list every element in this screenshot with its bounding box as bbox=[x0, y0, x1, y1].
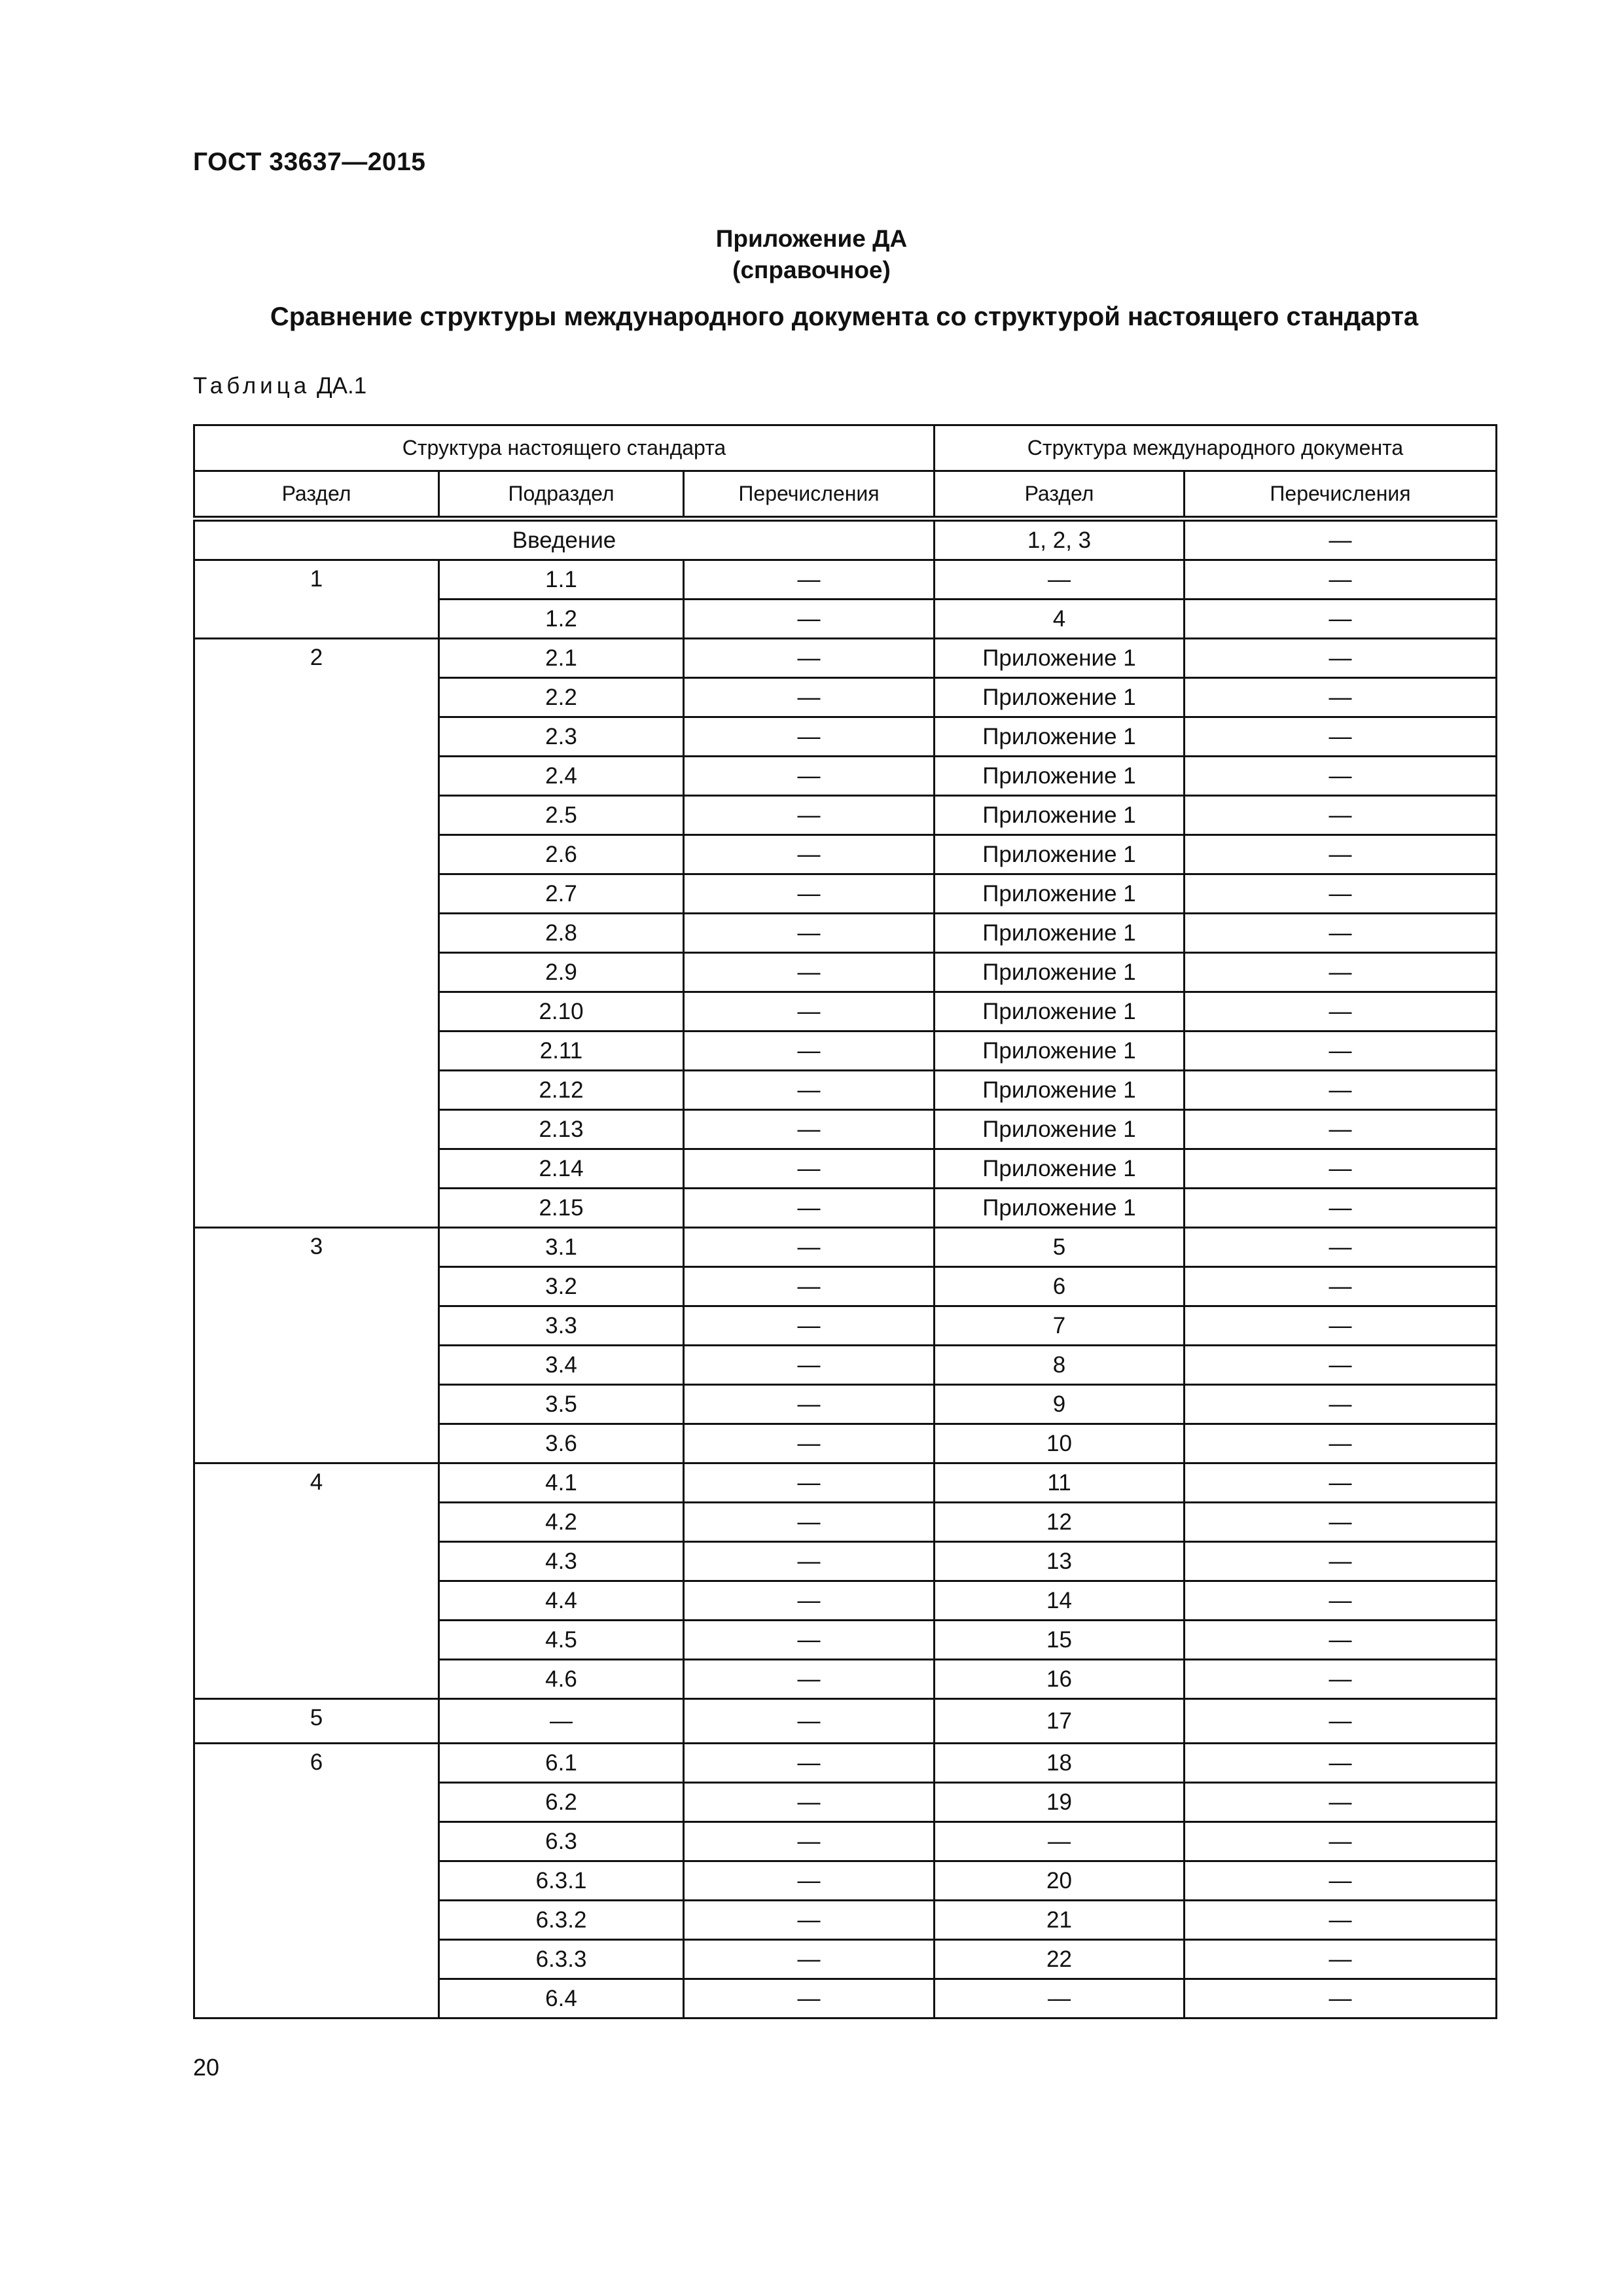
intl-enumeration-cell: — bbox=[1185, 1699, 1497, 1744]
subsection-cell: 4.3 bbox=[439, 1542, 684, 1581]
enumeration-cell: — bbox=[684, 1189, 935, 1228]
intl-section-cell: Приложение 1 bbox=[935, 914, 1185, 953]
subsection-cell: 2.14 bbox=[439, 1149, 684, 1189]
subsection-cell: 2.5 bbox=[439, 796, 684, 835]
enumeration-cell: — bbox=[684, 874, 935, 914]
intl-enumeration-cell: — bbox=[1185, 1346, 1497, 1385]
intl-enumeration-cell: — bbox=[1185, 1463, 1497, 1503]
enumeration-cell: — bbox=[684, 1424, 935, 1463]
intl-section-cell: — bbox=[935, 560, 1185, 600]
enumeration-cell: — bbox=[684, 1463, 935, 1503]
intl-enumeration-cell: — bbox=[1185, 1031, 1497, 1071]
subsection-cell: 2.2 bbox=[439, 678, 684, 717]
enumeration-cell: — bbox=[684, 796, 935, 835]
intl-section-cell: Приложение 1 bbox=[935, 992, 1185, 1031]
enumeration-cell: — bbox=[684, 1621, 935, 1660]
subsection-cell: 2.12 bbox=[439, 1071, 684, 1110]
column-header-subsection: Подраздел bbox=[439, 471, 684, 519]
group-header-row bbox=[194, 425, 1497, 471]
intl-enumeration-cell: — bbox=[1185, 1744, 1497, 1783]
intl-enumeration-cell: — bbox=[1185, 1385, 1497, 1424]
enumeration-cell: — bbox=[684, 717, 935, 757]
table-caption bbox=[193, 373, 366, 399]
subsection-cell: 2.13 bbox=[439, 1110, 684, 1149]
intl-section-cell: 4 bbox=[935, 600, 1185, 639]
subsection-cell: 4.5 bbox=[439, 1621, 684, 1660]
group-header-international: Структура международного документа bbox=[935, 425, 1497, 471]
group-header-national: Структура настоящего стандарта bbox=[194, 425, 935, 471]
enumeration-cell: — bbox=[684, 678, 935, 717]
enumeration-cell: — bbox=[684, 1149, 935, 1189]
subsection-cell: 6.3.2 bbox=[439, 1901, 684, 1940]
subsection-cell: 4.2 bbox=[439, 1503, 684, 1542]
subsection-cell: 2.15 bbox=[439, 1189, 684, 1228]
intl-enumeration-cell: — bbox=[1185, 1149, 1497, 1189]
subsection-cell: 6.3 bbox=[439, 1822, 684, 1861]
intl-section-cell: Приложение 1 bbox=[935, 953, 1185, 992]
intl-section-cell: 15 bbox=[935, 1621, 1185, 1660]
subsection-cell: 2.7 bbox=[439, 874, 684, 914]
enumeration-cell: — bbox=[684, 1744, 935, 1783]
table-row bbox=[194, 1463, 1497, 1503]
subsection-cell: 3.2 bbox=[439, 1267, 684, 1306]
enumeration-cell: — bbox=[684, 757, 935, 796]
intl-enumeration-cell: — bbox=[1185, 992, 1497, 1031]
enumeration-cell: — bbox=[684, 1503, 935, 1542]
intl-section-cell: Приложение 1 bbox=[935, 1071, 1185, 1110]
intl-enumeration-cell: — bbox=[1185, 1621, 1497, 1660]
enumeration-cell: — bbox=[684, 953, 935, 992]
intl-enumeration-cell: — bbox=[1185, 1267, 1497, 1306]
intl-section-cell: 12 bbox=[935, 1503, 1185, 1542]
intl-enumeration-cell: — bbox=[1185, 1783, 1497, 1822]
subsection-cell: 2.6 bbox=[439, 835, 684, 874]
intl-section-cell: 10 bbox=[935, 1424, 1185, 1463]
intl-section-cell: 8 bbox=[935, 1346, 1185, 1385]
section-number-cell: 4 bbox=[194, 1463, 439, 1699]
enumeration-cell: — bbox=[684, 1346, 935, 1385]
table-row bbox=[194, 639, 1497, 678]
intl-enumeration-cell: — bbox=[1185, 1071, 1497, 1110]
subsection-cell: 6.3.1 bbox=[439, 1861, 684, 1901]
table-row bbox=[194, 560, 1497, 600]
enumeration-cell: — bbox=[684, 1071, 935, 1110]
intl-enumeration-cell: — bbox=[1185, 1228, 1497, 1267]
intl-enumeration-cell: — bbox=[1185, 1861, 1497, 1901]
intl-enumeration-cell: — bbox=[1185, 1542, 1497, 1581]
enumeration-cell: — bbox=[684, 1940, 935, 1979]
intl-enumeration-cell: — bbox=[1185, 678, 1497, 717]
column-header-intl-section: Раздел bbox=[935, 471, 1185, 519]
intl-enumeration-cell: — bbox=[1185, 1940, 1497, 1979]
subsection-cell: 3.6 bbox=[439, 1424, 684, 1463]
subsection-cell: 2.10 bbox=[439, 992, 684, 1031]
intl-section-cell: — bbox=[935, 1822, 1185, 1861]
intl-enumeration-cell: — bbox=[1185, 953, 1497, 992]
enumeration-cell: — bbox=[684, 1699, 935, 1744]
intl-section-cell: Приложение 1 bbox=[935, 678, 1185, 717]
intl-enumeration-cell: — bbox=[1185, 1581, 1497, 1621]
section-number-cell: 2 bbox=[194, 639, 439, 1228]
table-caption-prefix: Таблица bbox=[193, 373, 311, 399]
column-header-intl-enumerations: Перечисления bbox=[1185, 471, 1497, 519]
annex-type: (справочное) bbox=[732, 257, 891, 283]
intl-section-cell: Приложение 1 bbox=[935, 1031, 1185, 1071]
intl-section-cell: 18 bbox=[935, 1744, 1185, 1783]
enumeration-cell: — bbox=[684, 1267, 935, 1306]
intl-enumeration-cell: — bbox=[1185, 600, 1497, 639]
intl-section-cell: 22 bbox=[935, 1940, 1185, 1979]
intl-enumeration-cell: — bbox=[1185, 1424, 1497, 1463]
enumeration-cell: — bbox=[684, 1031, 935, 1071]
enumeration-cell: — bbox=[684, 1385, 935, 1424]
enumeration-cell: — bbox=[684, 1110, 935, 1149]
intl-enumeration-cell: — bbox=[1185, 1660, 1497, 1699]
intl-enumeration-cell: — bbox=[1185, 1503, 1497, 1542]
column-header-enumerations: Перечисления bbox=[684, 471, 935, 519]
intl-section-cell: Приложение 1 bbox=[935, 1149, 1185, 1189]
subsection-cell: 2.9 bbox=[439, 953, 684, 992]
enumeration-cell: — bbox=[684, 1901, 935, 1940]
section-number-cell: 3 bbox=[194, 1228, 439, 1463]
enumeration-cell: — bbox=[684, 600, 935, 639]
table-caption-number: ДА.1 bbox=[316, 373, 367, 399]
annex-title: Приложение ДА bbox=[715, 225, 908, 252]
table-row bbox=[194, 1744, 1497, 1783]
page-number: 20 bbox=[193, 2054, 220, 2081]
subsection-cell: 4.6 bbox=[439, 1660, 684, 1699]
table-row bbox=[194, 1699, 1497, 1744]
intl-enumeration-cell: — bbox=[1185, 1979, 1497, 2018]
intl-section-cell: Приложение 1 bbox=[935, 874, 1185, 914]
intl-enumeration-cell: — bbox=[1185, 796, 1497, 835]
subsection-cell: 6.4 bbox=[439, 1979, 684, 2018]
intl-enumeration-cell: — bbox=[1185, 757, 1497, 796]
intl-section-cell: 19 bbox=[935, 1783, 1185, 1822]
intl-enumeration-cell: — bbox=[1185, 835, 1497, 874]
intl-section-cell: 13 bbox=[935, 1542, 1185, 1581]
subsection-cell: 2.11 bbox=[439, 1031, 684, 1071]
subsection-cell: 1.2 bbox=[439, 600, 684, 639]
enumeration-cell: — bbox=[684, 1581, 935, 1621]
intl-enumeration-cell: — bbox=[1185, 1189, 1497, 1228]
intl-section-cell: 9 bbox=[935, 1385, 1185, 1424]
intl-section-cell: 6 bbox=[935, 1267, 1185, 1306]
enumeration-cell: — bbox=[684, 914, 935, 953]
column-header-row bbox=[194, 471, 1497, 519]
enumeration-cell: — bbox=[684, 1660, 935, 1699]
enumeration-cell: — bbox=[684, 992, 935, 1031]
subsection-cell: 6.1 bbox=[439, 1744, 684, 1783]
section-number-cell: 1 bbox=[194, 560, 439, 639]
enumeration-cell: — bbox=[684, 1783, 935, 1822]
enumeration-cell: — bbox=[684, 560, 935, 600]
intl-section-cell: 7 bbox=[935, 1306, 1185, 1346]
intl-section-cell: 17 bbox=[935, 1699, 1185, 1744]
intl-enumeration-cell: — bbox=[1185, 1822, 1497, 1861]
subsection-cell: 3.4 bbox=[439, 1346, 684, 1385]
subsection-cell: 2.1 bbox=[439, 639, 684, 678]
subsection-cell: 2.4 bbox=[439, 757, 684, 796]
section-title: Сравнение структуры международного документа со структурой настоящего стандарта bbox=[270, 302, 1419, 331]
intl-enumeration-cell: — bbox=[1185, 717, 1497, 757]
subsection-cell: 6.2 bbox=[439, 1783, 684, 1822]
intl-section-cell: Приложение 1 bbox=[935, 757, 1185, 796]
intl-section-cell: — bbox=[935, 1979, 1185, 2018]
intl-section-cell: Приложение 1 bbox=[935, 835, 1185, 874]
intl-enumeration-cell: — bbox=[1185, 1110, 1497, 1149]
enumeration-cell: — bbox=[684, 1542, 935, 1581]
enumeration-cell: — bbox=[684, 639, 935, 678]
enumeration-cell: — bbox=[684, 1306, 935, 1346]
enumeration-cell: — bbox=[684, 1822, 935, 1861]
column-header-section: Раздел bbox=[194, 471, 439, 519]
intl-enumeration-cell: — bbox=[1185, 914, 1497, 953]
section-number-cell: 6 bbox=[194, 1744, 439, 2018]
subsection-cell: 3.1 bbox=[439, 1228, 684, 1267]
subsection-cell: 1.1 bbox=[439, 560, 684, 600]
subsection-cell: 4.4 bbox=[439, 1581, 684, 1621]
intro-intl-enumeration: — bbox=[1185, 519, 1497, 560]
intl-enumeration-cell: — bbox=[1185, 639, 1497, 678]
enumeration-cell: — bbox=[684, 1228, 935, 1267]
enumeration-cell: — bbox=[684, 1979, 935, 2018]
enumeration-cell: — bbox=[684, 1861, 935, 1901]
comparison-table bbox=[193, 424, 1497, 2019]
intro-label: Введение bbox=[194, 519, 935, 560]
intl-section-cell: Приложение 1 bbox=[935, 717, 1185, 757]
intl-enumeration-cell: — bbox=[1185, 1306, 1497, 1346]
intl-enumeration-cell: — bbox=[1185, 560, 1497, 600]
intl-section-cell: 20 bbox=[935, 1861, 1185, 1901]
intl-section-cell: Приложение 1 bbox=[935, 1189, 1185, 1228]
intl-section-cell: 14 bbox=[935, 1581, 1185, 1621]
subsection-cell: 2.8 bbox=[439, 914, 684, 953]
intl-section-cell: Приложение 1 bbox=[935, 1110, 1185, 1149]
intl-enumeration-cell: — bbox=[1185, 1901, 1497, 1940]
intro-row bbox=[194, 519, 1497, 560]
subsection-cell: 4.1 bbox=[439, 1463, 684, 1503]
table-row bbox=[194, 1228, 1497, 1267]
intl-enumeration-cell: — bbox=[1185, 874, 1497, 914]
intl-section-cell: Приложение 1 bbox=[935, 639, 1185, 678]
enumeration-cell: — bbox=[684, 835, 935, 874]
intl-section-cell: 16 bbox=[935, 1660, 1185, 1699]
subsection-cell: 3.5 bbox=[439, 1385, 684, 1424]
subsection-cell: 2.3 bbox=[439, 717, 684, 757]
subsection-cell: 3.3 bbox=[439, 1306, 684, 1346]
subsection-cell: — bbox=[439, 1699, 684, 1744]
intro-intl-section: 1, 2, 3 bbox=[935, 519, 1185, 560]
document-code: ГОСТ 33637—2015 bbox=[193, 148, 426, 176]
table-body bbox=[194, 519, 1497, 2018]
intl-section-cell: 5 bbox=[935, 1228, 1185, 1267]
intl-section-cell: 21 bbox=[935, 1901, 1185, 1940]
intl-section-cell: 11 bbox=[935, 1463, 1185, 1503]
subsection-cell: 6.3.3 bbox=[439, 1940, 684, 1979]
section-number-cell: 5 bbox=[194, 1699, 439, 1744]
intl-section-cell: Приложение 1 bbox=[935, 796, 1185, 835]
